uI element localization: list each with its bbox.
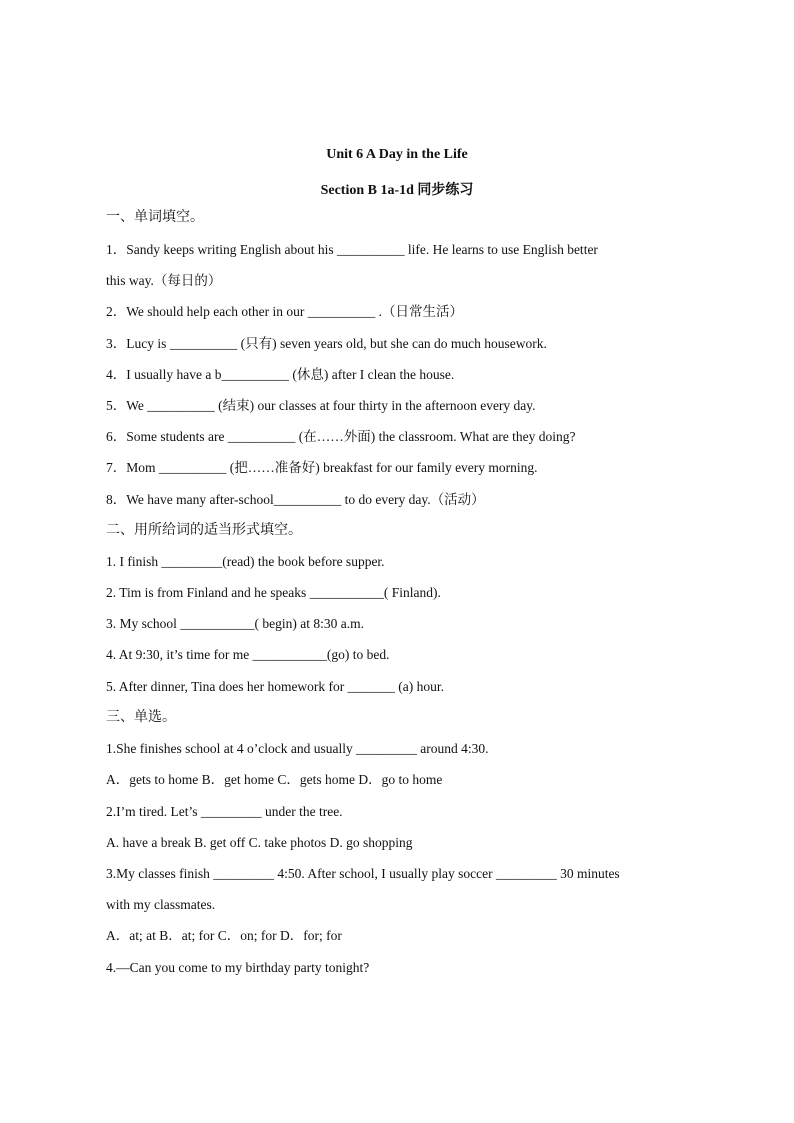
vocab-item-8: 8．We have many after-school__________ to do every day.（活动） [106,492,485,507]
choice-question-1: 1.She finishes school at 4 o’clock and usually _________ around 4:30. [106,741,489,756]
choice-question-3: 3.My classes finish _________ 4:50. After school, I usually play soccer _________ 30 minutes [106,866,620,881]
section-heading-word-forms: 二、用所给词的适当形式填空。 [106,523,302,538]
word-form-item-4: 4. At 9:30, it’s time for me ___________(go) to bed. [106,647,390,662]
vocab-item-3: 3．Lucy is __________ (只有) seven years old, but she can do much housework. [106,336,547,351]
word-form-item-3: 3. My school ___________( begin) at 8:30 a.m. [106,616,364,631]
vocab-item-5: 5．We __________ (结束) our classes at four thirty in the afternoon every day. [106,398,536,413]
vocab-item-6: 6．Some students are __________ (在……外面) the classroom. What are they doing? [106,429,576,444]
choice-options-1: A．gets to home B．get home C．gets home D．go to home [106,772,443,787]
choice-options-3: A．at; at B．at; for C．on; for D．for; for [106,928,342,943]
vocab-item-2: 2．We should help each other in our __________ .（日常生活） [106,304,463,319]
word-form-item-2: 2. Tim is from Finland and he speaks ___________( Finland). [106,585,441,600]
section-heading-multiple-choice: 三、单选。 [106,710,176,725]
word-form-item-5: 5. After dinner, Tina does her homework for _______ (a) hour. [106,679,445,694]
page-subtitle: Section B 1a-1d 同步练习 [320,183,474,198]
word-form-item-1: 1. I finish _________(read) the book before supper. [106,554,385,569]
vocab-item-4: 4．I usually have a b__________ (休息) after I clean the house. [106,367,455,382]
vocab-item-1-continued: this way.（每日的） [106,273,222,288]
choice-question-4: 4.—Can you come to my birthday party tonight? [106,960,370,975]
vocab-item-1: 1．Sandy keeps writing English about his __________ life. He learns to use English better [106,242,598,257]
vocab-item-7: 7．Mom __________ (把……准备好) breakfast for our family every morning. [106,460,538,475]
choice-question-3-continued: with my classmates. [106,897,216,912]
section-heading-vocabulary: 一、单词填空。 [106,210,204,225]
choice-question-2: 2.I’m tired. Let’s _________ under the tree. [106,804,343,819]
choice-options-2: A. have a break B. get off C. take photos D. go shopping [106,835,413,850]
page-title: Unit 6 A Day in the Life [326,147,468,162]
